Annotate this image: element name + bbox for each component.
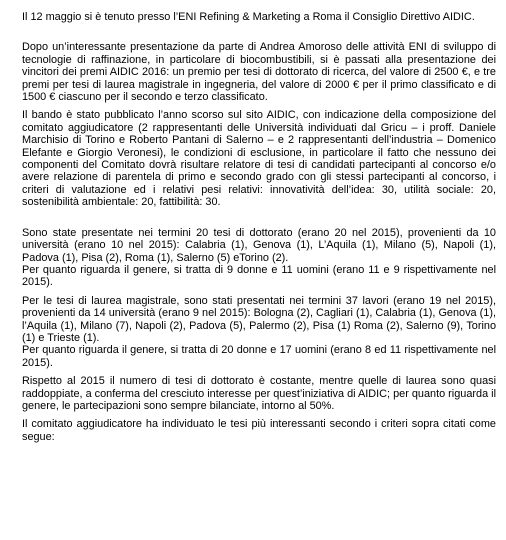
paragraph-call: Il bando è stato pubblicato l’anno scorso sul sito AIDIC, con indicazione della composizione del comitato aggiudicatore (2 rappresentanti delle Università individuati dal Gricu – i proff. Daniele Marchisio di Torino e Roberto Pantani di Salerno – e 2 rappresentanti dell’industria – Domenico Elefante e Giorgio Veronesi), le condizioni di esclusione, in particolare il fatto che nessuno dei componenti del Comitato dovrà risultare relatore di tesi di candidati partecipanti al concorso e/o avere relazione di parentela di primo e secondo grado con gli stessi partecipanti al concorso, i criteri di valutazione ed i relativi pesi relativi: innovatività dell’idea: 30, utilità sociale: 20, sostenibilità ambientale: 20, fattibilità: 30. bbox=[22, 109, 496, 209]
paragraph-committee: Il comitato aggiudicatore ha individuato le tesi più interessanti secondo i criteri sopra citati come segue: bbox=[22, 418, 496, 443]
paragraph-master-submissions: Per le tesi di laurea magistrale, sono stati presentati nei termini 37 lavori (erano 19 nel 2015), provenienti da 14 università (erano 9 nel 2015): Bologna (2), Cagliari (1), Calabria (1), Genova (1), l’Aquila (1), Milano (7), Napoli (2), Padova (5), Palermo (2), Pisa (1) Roma (2), Salerno (9), Torino (1) e Trieste (1). bbox=[22, 294, 496, 344]
paragraph-phd-gender: Per quanto riguarda il genere, si tratta di 9 donne e 11 uomini (erano 11 e 9 rispettivamente nel 2015). bbox=[22, 263, 496, 289]
paragraph-comparison: Rispetto al 2015 il numero di tesi di dottorato è costante, mentre quelle di laurea sono quasi raddoppiate, a conferma del cresciuto interesse per quest’iniziativa di AIDIC; per quanto riguarda il genere, le partecipazioni sono sempre bilanciate, intorno al 50%. bbox=[22, 375, 497, 412]
paragraph-meeting: Il 12 maggio si è tenuto presso l’ENI Refining & Marketing a Roma il Consiglio Direttivo AIDIC. bbox=[22, 11, 475, 23]
paragraph-master-gender: Per quanto riguarda il genere, si tratta di 20 donne e 17 uomini (erano 8 ed 11 rispettivamente nel 2015). bbox=[22, 344, 496, 369]
paragraph-presentation: Dopo un’interessante presentazione da parte di Andrea Amoroso delle attività ENI di sviluppo di tecnologie di raffinazione, in particolare di biocombustibili, si è passati alla presentazione dei vincitori dei premi AIDIC 2016: un premio per tesi di dottorato di ricerca, del valore di 2500 €, e tre premi per tesi di laurea magistrale in ingegneria, del valore di 2000 € per il primo classificato e di 1500 € ciascuno per il secondo e terzo classificato. bbox=[22, 41, 496, 104]
paragraph-phd-submissions: Sono state presentate nei termini 20 tesi di dottorato (erano 20 nel 2015), provenienti da 10 università (erano 10 nel 2015): Calabria (1), Genova (1), L’Aquila (1), Milano (5), Napoli (1), Padova (1), Pisa (2), Roma (1), Salerno (5) eTorino (2). bbox=[22, 226, 496, 264]
document-page bbox=[22, 0, 496, 540]
